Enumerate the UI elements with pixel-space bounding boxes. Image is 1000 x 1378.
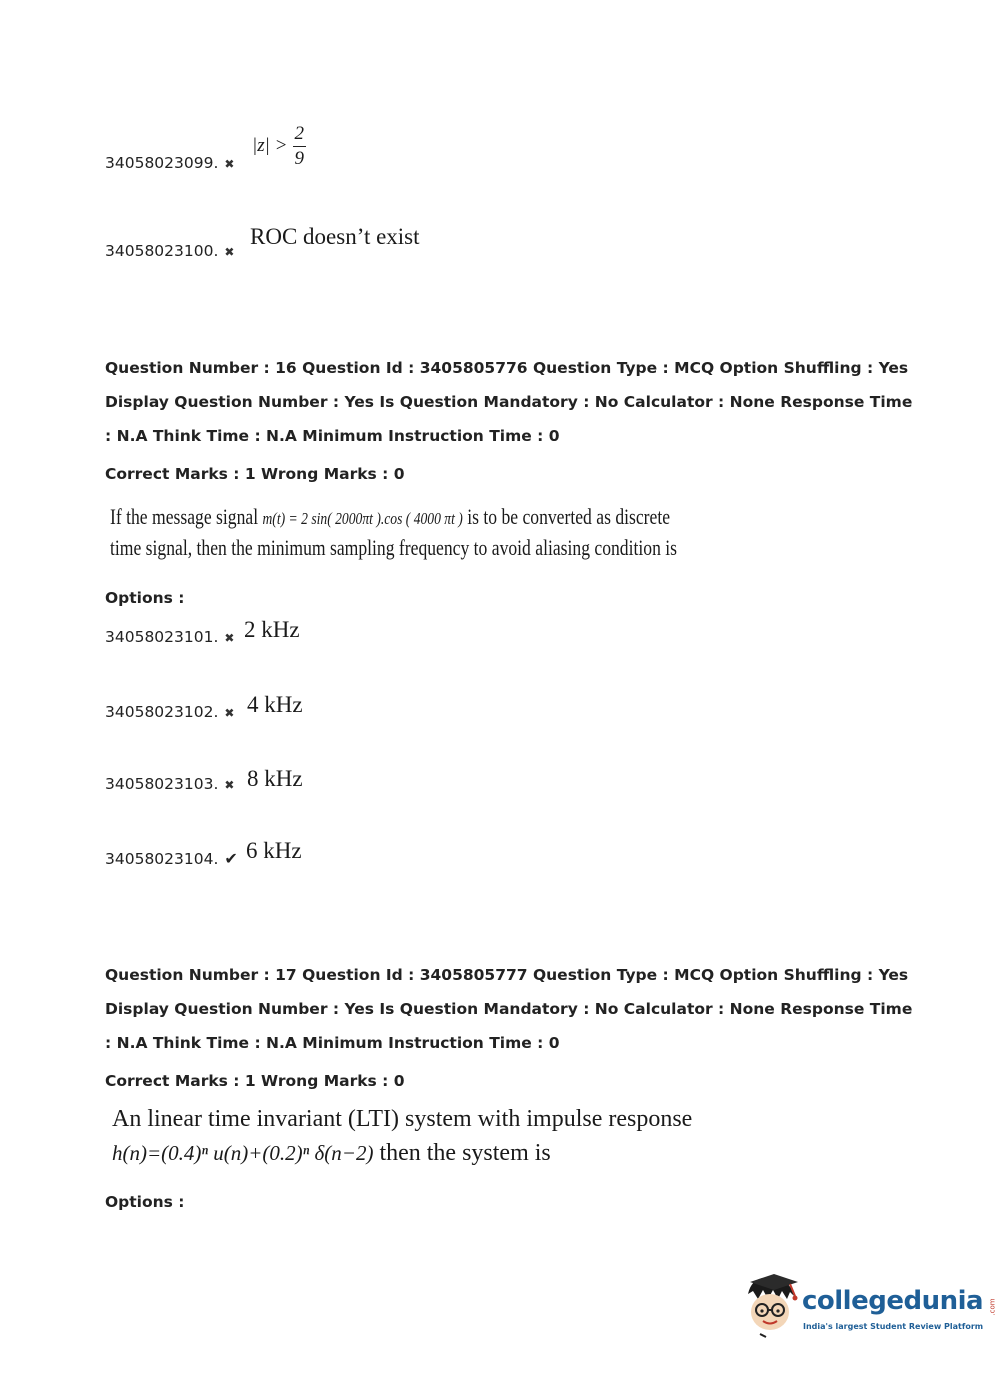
- question-text: If the message signal m(t) = 2 sin( 2000πt ).cos ( 4000 πt ) is to be converted as discrete: [110, 504, 671, 529]
- option-id: 34058023102. ✖: [105, 703, 235, 721]
- option-text: 6 kHz: [246, 838, 302, 863]
- option-id: 34058023100. ✖: [105, 242, 235, 260]
- option-text: 2 kHz: [244, 617, 300, 642]
- cross-mark-icon: ✖: [224, 157, 235, 171]
- question-text-line: time signal, then the minimum sampling frequency to avoid aliasing condition is: [110, 535, 678, 560]
- logo-domain-suffix: .com: [988, 1298, 997, 1316]
- question-marks: Correct Marks : 1 Wrong Marks : 0: [105, 1072, 405, 1090]
- option-expression: |z| > $\frac{2}{9}$: [252, 123, 305, 169]
- question-meta-line: : N.A Think Time : N.A Minimum Instruction Time : 0: [105, 1034, 560, 1052]
- mascot-icon: [740, 1272, 802, 1340]
- cross-mark-icon: ✖: [224, 631, 235, 645]
- question-text: An linear time invariant (LTI) system with impulse response: [112, 1106, 693, 1132]
- question-formula: h(n)=(0.4)ⁿ u(n)+(0.2)ⁿ δ(n−2): [112, 1141, 374, 1165]
- option-text: 4 kHz: [247, 692, 303, 717]
- option-id: 34058023104. ✔: [105, 849, 238, 868]
- question-meta-line: Display Question Number : Yes Is Question Mandatory : No Calculator : None Response Time: [105, 393, 913, 411]
- question-meta-line: Question Number : 17 Question Id : 3405805777 Question Type : MCQ Option Shuffling : Yes: [105, 966, 909, 984]
- logo-wordmark: collegedunia: [802, 1286, 984, 1316]
- collegedunia-logo: [740, 1272, 997, 1342]
- cross-mark-icon: ✖: [224, 778, 235, 792]
- question-meta-line: Question Number : 16 Question Id : 3405805776 Question Type : MCQ Option Shuffling : Yes: [105, 359, 909, 377]
- logo-tagline: India's largest Student Review Platform: [803, 1322, 984, 1331]
- options-label: Options :: [105, 1193, 185, 1211]
- question-meta-line: Display Question Number : Yes Is Question Mandatory : No Calculator : None Response Time: [105, 1000, 913, 1018]
- question-meta-line: : N.A Think Time : N.A Minimum Instruction Time : 0: [105, 427, 560, 445]
- cross-mark-icon: ✖: [224, 245, 235, 259]
- option-text: ROC doesn’t exist: [250, 224, 420, 249]
- question-text-line: h(n)=(0.4)ⁿ u(n)+(0.2)ⁿ δ(n−2) then the system is: [112, 1140, 551, 1166]
- option-id: 34058023101. ✖: [105, 628, 235, 646]
- options-label: Options :: [105, 589, 185, 607]
- cross-mark-icon: ✖: [224, 706, 235, 720]
- option-id: 34058023099. ✖: [105, 154, 235, 172]
- option-id: 34058023103. ✖: [105, 775, 235, 793]
- question-formula: m(t) = 2 sin( 2000πt ).cos ( 4000 πt ): [262, 509, 463, 528]
- question-marks: Correct Marks : 1 Wrong Marks : 0: [105, 465, 405, 483]
- check-mark-icon: ✔: [224, 849, 238, 868]
- option-text: 8 kHz: [247, 766, 303, 791]
